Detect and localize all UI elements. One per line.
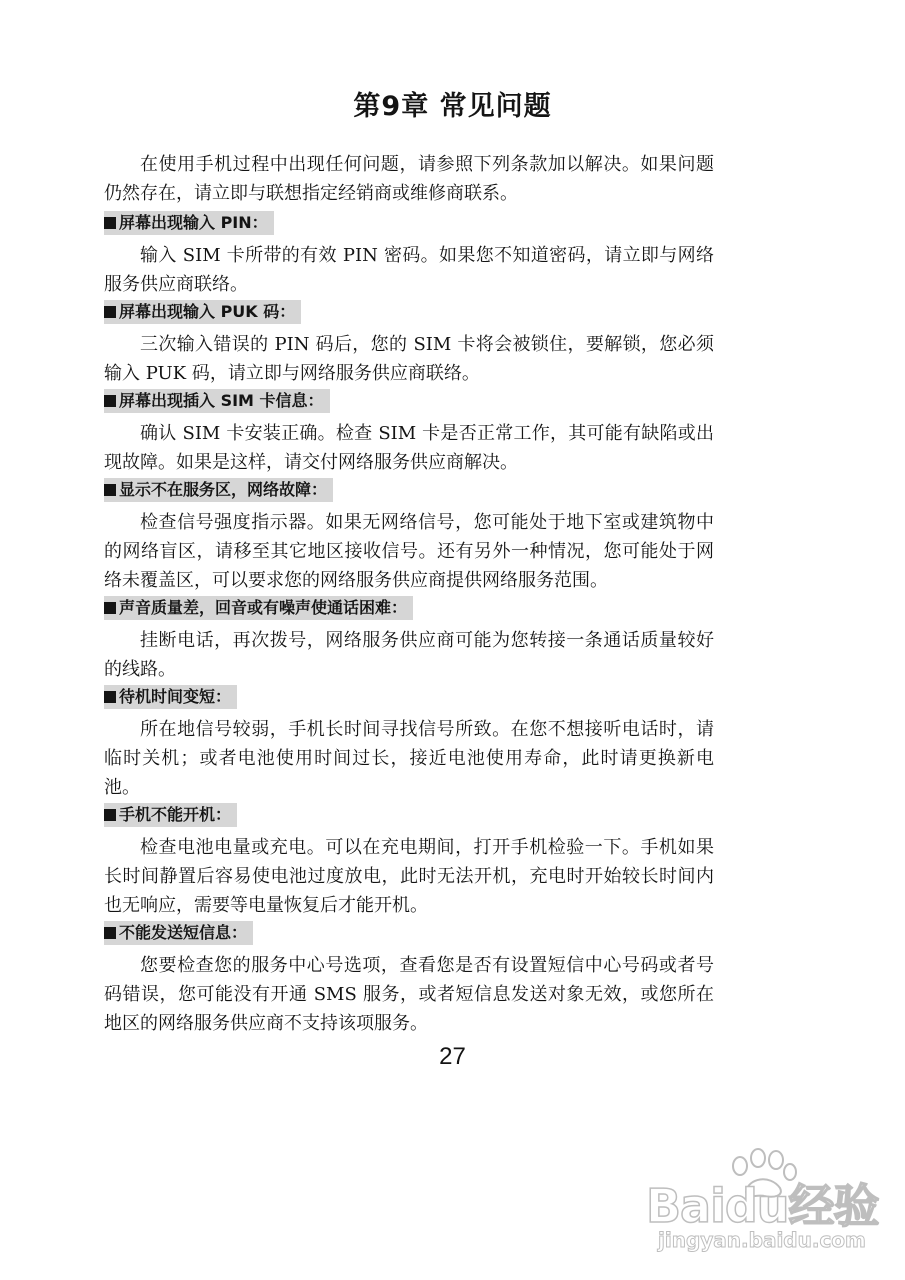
- faq-content: [104, 150, 714, 1038]
- faq-heading-3: [104, 389, 714, 415]
- faq-heading-text: 屏幕出现输入 PUK 码：: [119, 302, 296, 321]
- faq-heading-text: 屏幕出现插入 SIM 卡信息：: [119, 391, 324, 410]
- faq-answer-1: 输入 SIM 卡所带的有效 PIN 密码。如果您不知道密码，请立即与网络服务供应商联络。: [104, 245, 714, 295]
- square-bullet-icon: [104, 691, 116, 703]
- faq-answer-3: 确认 SIM 卡安装正确。检查 SIM 卡是否正常工作，其可能有缺陷或出现故障。如果是这样，请交付网络服务供应商解决。: [104, 423, 714, 473]
- square-bullet-icon: [104, 395, 116, 407]
- square-bullet-icon: [104, 484, 116, 496]
- faq-heading-6: [104, 685, 714, 711]
- intro-paragraph: 在使用手机过程中出现任何问题，请参照下列条款加以解决。如果问题仍然存在，请立即与联想指定经销商或维修商联系。: [104, 154, 714, 204]
- baidu-jingyan-watermark: [638, 1148, 898, 1258]
- chapter-title: 第9章 常见问题: [353, 91, 552, 122]
- square-bullet-icon: [104, 306, 116, 318]
- faq-answer-4: 检查信号强度指示器。如果无网络信号，您可能处于地下室或建筑物中的网络盲区，请移至其它地区接收信号。还有另外一种情况，您可能处于网络未覆盖区，可以要求您的网络服务供应商提供网络服务范围。: [104, 512, 714, 591]
- square-bullet-icon: [104, 602, 116, 614]
- faq-heading-text: 待机时间变短：: [119, 687, 232, 706]
- faq-heading-1: [104, 211, 714, 237]
- faq-heading-4: [104, 478, 714, 504]
- faq-heading-text: 手机不能开机：: [119, 805, 232, 824]
- faq-heading-text: 不能发送短信息：: [119, 923, 248, 942]
- faq-heading-text: 声音质量差，回音或有噪声使通话困难：: [119, 598, 408, 617]
- faq-answer-2: 三次输入错误的 PIN 码后，您的 SIM 卡将会被锁住，要解锁，您必须输入 PUK 码，请立即与网络服务供应商联络。: [104, 334, 714, 384]
- faq-heading-8: [104, 921, 714, 947]
- faq-heading-2: [104, 300, 714, 326]
- faq-answer-6: 所在地信号较弱，手机长时间寻找信号所致。在您不想接听电话时，请临时关机；或者电池使用时间过长，接近电池使用寿命，此时请更换新电池。: [104, 719, 714, 798]
- faq-heading-7: [104, 803, 714, 829]
- square-bullet-icon: [104, 217, 116, 229]
- faq-heading-5: [104, 596, 714, 622]
- faq-answer-7: 检查电池电量或充电。可以在充电期间，打开手机检验一下。手机如果长时间静置后容易使电池过度放电，此时无法开机，充电时开始较长时间内也无响应，需要等电量恢复后才能开机。: [104, 837, 714, 916]
- page-number: 27: [439, 1043, 466, 1070]
- faq-heading-text: 屏幕出现输入 PIN：: [119, 213, 268, 232]
- faq-answer-8: 您要检查您的服务中心号选项，查看您是否有设置短信中心号码或者号码错误，您可能没有开通 SMS 服务，或者短信息发送对象无效，或您所在地区的网络服务供应商不支持该项服务。: [104, 955, 714, 1034]
- watermark-brand: Baidu经验: [646, 1179, 879, 1233]
- faq-heading-text: 显示不在服务区，网络故障：: [119, 480, 328, 499]
- square-bullet-icon: [104, 809, 116, 821]
- watermark-url: jingyan.baidu.com: [658, 1228, 866, 1252]
- faq-answer-5: 挂断电话，再次拨号，网络服务供应商可能为您转接一条通话质量较好的线路。: [104, 630, 714, 680]
- square-bullet-icon: [104, 927, 116, 939]
